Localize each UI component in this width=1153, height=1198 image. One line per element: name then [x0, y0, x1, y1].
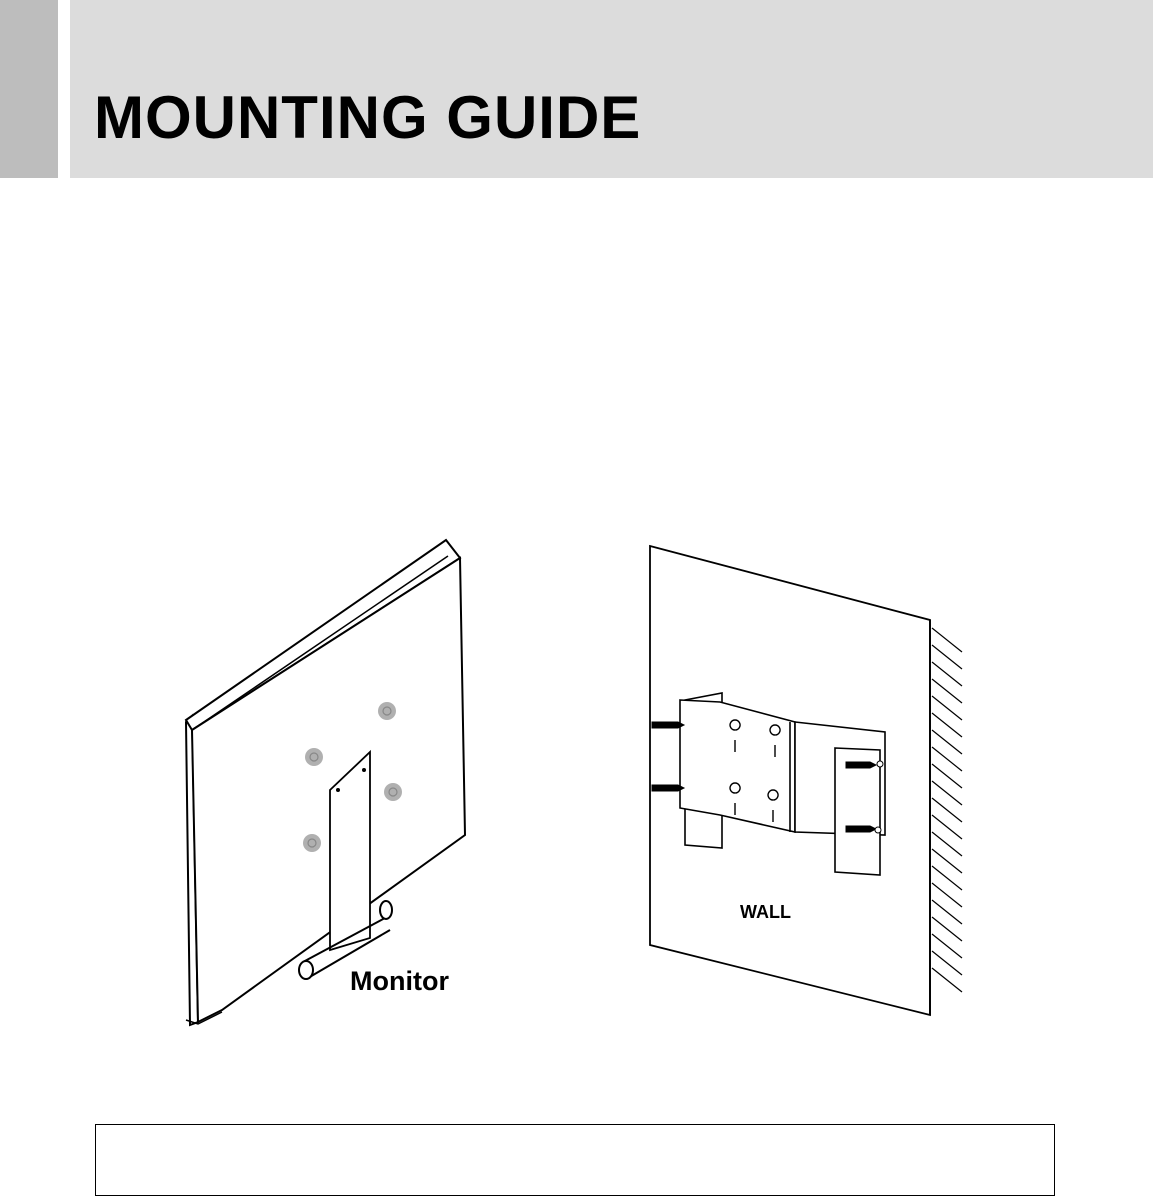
- anchor-icon: [846, 826, 876, 832]
- page-title: MOUNTING GUIDE: [94, 84, 642, 151]
- screw-icon: [384, 783, 402, 801]
- screw-icon: [303, 834, 321, 852]
- monitor-diagram: [186, 540, 465, 1025]
- wall-hatching: [932, 628, 962, 992]
- monitor-label: Monitor: [350, 966, 449, 996]
- anchor-icon: [846, 762, 876, 768]
- screw-icon: [305, 748, 323, 766]
- note-box: [95, 1124, 1055, 1196]
- wall-label: WALL: [740, 902, 791, 922]
- anchor-icon: [652, 785, 684, 791]
- anchor-icon: [652, 722, 684, 728]
- screw-icon: [378, 702, 396, 720]
